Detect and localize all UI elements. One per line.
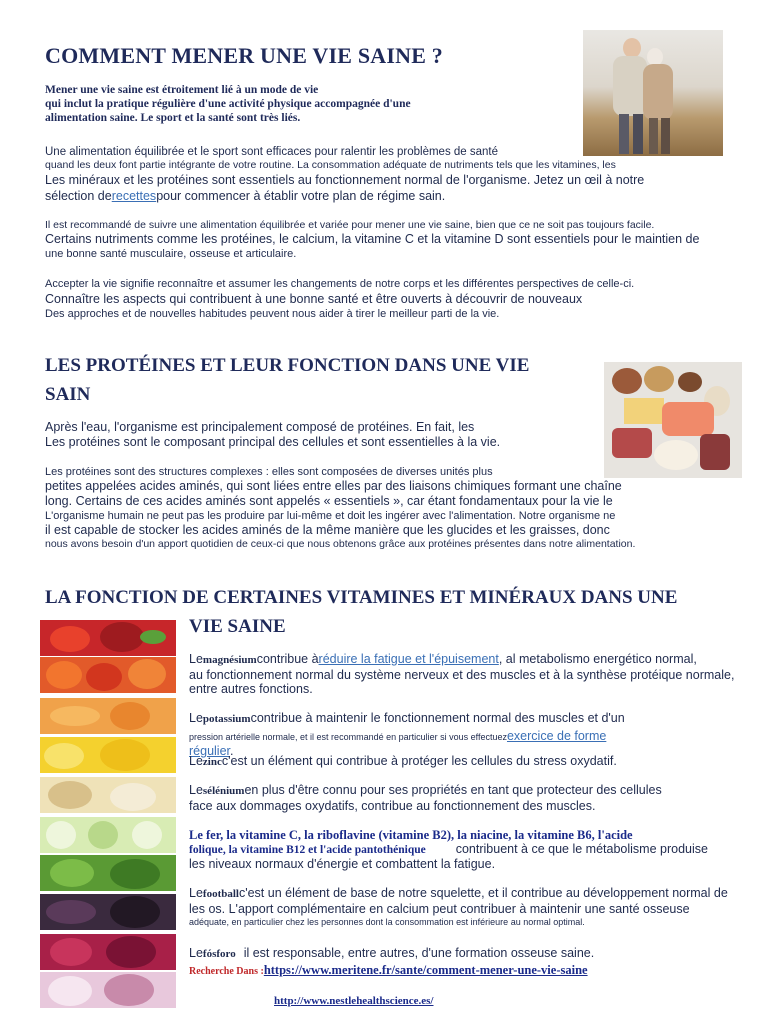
text-line: Il est recommandé de suivre une alimentation équilibrée et variée pour mener une vie saine, bien que ce ne soit pas toujours facile. [45, 219, 655, 231]
text-line: Le fer, la vitamine C, la riboflavine (vitamine B2), la niacine, la vitamine B6, l'acide [189, 828, 633, 842]
text-segment: Le [189, 754, 203, 768]
text-segment: Le [189, 783, 203, 797]
strip-greens [40, 855, 176, 891]
title-line: LES PROTÉINES ET LEUR FONCTION DANS UNE VIE [45, 355, 530, 376]
strip-carrots [40, 698, 176, 734]
nutrient-name: sélénium [202, 785, 245, 797]
title-line: SAIN [45, 384, 91, 405]
text-line [189, 652, 734, 668]
section2-title [45, 351, 529, 409]
text-line [189, 886, 728, 902]
meritene-source-link[interactable]: https://www.meritene.fr/sante/comment-mener-une-vie-saine [263, 963, 588, 977]
text-segment: sélection de [45, 189, 112, 203]
text-segment: Le [189, 886, 203, 900]
section1-intro [45, 83, 411, 125]
nutrient-name: potassium [202, 713, 251, 725]
intro-line: Mener une vie saine est étroitement lié à un mode de vie [45, 84, 319, 96]
section1-paragraph-3 [45, 277, 634, 321]
intro-line: alimentation saine. Le sport et la santé sont très liés. [45, 112, 301, 124]
strip-tomatoes [40, 657, 176, 693]
text-segment: pression artérielle normale, et il est recommandé en particulier si vous effectuez [189, 732, 507, 742]
recipes-link[interactable]: recettes [111, 189, 157, 203]
text-segment: pour commencer à établir votre plan de régime sain. [156, 189, 446, 203]
text-segment: , al metabolismo energético normal, [498, 652, 697, 666]
text-segment: c'est un élément de base de notre squelette, et il contribue au développement normal de [238, 886, 728, 900]
magnesium-item [189, 652, 734, 697]
text-line: long. Certains de ces acides aminés sont appelés « essentiels », car étant fondamentaux pour la vie le [45, 494, 613, 508]
source-label: Recherche Dans : [189, 966, 264, 977]
text-line: Les protéines sont le composant principal des cellules et sont essentielles à la vie. [45, 435, 501, 449]
section2-paragraph-1 [45, 420, 500, 450]
strip-onions [40, 972, 176, 1008]
elderly-couple-photo [583, 30, 723, 156]
reduce-fatigue-link[interactable]: réduire la fatigue et l'épuisement [318, 652, 499, 666]
text-line: les os. L'apport complémentaire en calcium peut contribuer à maintenir une santé osseuse [189, 902, 690, 916]
text-line: entre autres fonctions. [189, 682, 313, 696]
text-segment: . [230, 744, 234, 758]
text-line [189, 946, 594, 962]
potassium-item [189, 711, 625, 758]
text-segment: il est responsable, entre autres, d'une formation osseuse saine. [243, 946, 595, 960]
text-line [189, 783, 662, 799]
text-line: face aux dommages oxydatifs, contribue au fonctionnement des muscles. [189, 799, 596, 813]
text-line: L'organisme humain ne peut pas les produire par lui-même et doit les ingérer avec l'alimentation. Notre organisme ne [45, 510, 616, 522]
strip-yellow-peppers [40, 737, 176, 773]
title-line: VIE SAINE [189, 616, 286, 637]
text-line: Les protéines sont des structures complexes : elles sont composées de diverses unités plus [45, 466, 493, 478]
nutrient-name: zinc [202, 756, 222, 768]
vitamins-item [189, 828, 708, 872]
selenium-item [189, 783, 662, 814]
intro-line: qui inclut la pratique régulière d'une activité physique accompagnée d'une [45, 98, 411, 110]
strip-beets [40, 934, 176, 970]
text-segment: c'est un élément qui contribue à protéger les cellules du stress oxydatif. [221, 754, 617, 768]
protein-foods-photo [604, 362, 742, 478]
text-line: Des approches et de nouvelles habitudes peuvent nous aider à tirer le meilleur parti de la vie. [45, 308, 500, 320]
nestle-source [274, 991, 433, 1009]
text-line [189, 842, 708, 857]
section1-paragraph-1 [45, 145, 644, 204]
text-segment: folique, la vitamine B12 et l'acide pantothénique [189, 844, 426, 856]
text-line: nous avons besoin d'un apport quotidien de ceux-ci que nous obtenons grâce aux protéines présentes dans notre alimentation. [45, 538, 636, 550]
text-line: Après l'eau, l'organisme est principalement composé de protéines. En fait, les [45, 420, 475, 434]
text-segment: en plus d'être connu pour ses propriétés en tant que protecteur des cellules [244, 783, 662, 797]
football-item [189, 886, 728, 928]
text-segment: Le [189, 711, 203, 725]
text-segment: contribue à [256, 652, 319, 666]
nestle-source-link[interactable]: http://www.nestlehealthscience.es/ [274, 995, 434, 1007]
section2-paragraph-2 [45, 465, 635, 551]
text-line [189, 727, 625, 745]
nutrient-name: fósforo [202, 948, 236, 960]
text-line: au fonctionnement normal du système nerveux et des muscles et à la synthèse protéique normale, [189, 667, 735, 682]
text-segment: Le [189, 652, 203, 666]
strip-potatoes [40, 777, 176, 813]
section1-paragraph-2 [45, 219, 699, 261]
fosforo-item [189, 946, 594, 962]
text-line [189, 754, 617, 770]
zinc-item [189, 754, 617, 770]
strip-eggplants [40, 894, 176, 930]
section1-title: COMMENT MENER UNE VIE SAINE ? [45, 43, 443, 68]
text-line [45, 188, 644, 204]
text-line [189, 961, 588, 979]
text-line: quand les deux font partie intégrante de votre routine. La consommation adéquate de nutriments tels que les vitamines, les [45, 159, 616, 171]
exercise-link[interactable]: exercice de forme [506, 729, 607, 743]
text-line: Connaître les aspects qui contribuent à une bonne santé et être ouverts à découvrir de nouveaux [45, 292, 583, 306]
text-segment: contribue à maintenir le fonctionnement normal des muscles et d'un [250, 711, 625, 725]
nutrient-name: magnésium [202, 654, 257, 666]
text-line: petites appelées acides aminés, qui sont liées entre elles par des liaisons chimiques formant une chaîne [45, 479, 622, 493]
text-segment: Le [189, 946, 203, 960]
nutrient-name: football [202, 888, 239, 900]
text-line [189, 711, 625, 727]
text-line: Certains nutriments comme les protéines, le calcium, la vitamine C et la vitamine D sont essentiels pour le maintien de [45, 232, 700, 246]
text-line: Accepter la vie signifie reconnaître et assumer les changements de notre corps et les différentes perspectives de celle-ci. [45, 278, 635, 290]
strip-red-peppers [40, 620, 176, 656]
sources [189, 961, 588, 979]
text-line: il est capable de stocker les acides aminés de la même manière que les glucides et les graisses, donc [45, 523, 610, 537]
text-line: Les minéraux et les protéines sont essentiels au fonctionnement normal de l'organisme. Jetez un œil à notre [45, 173, 645, 187]
title-line: LA FONCTION DE CERTAINES VITAMINES ET MINÉRAUX DANS UNE [45, 587, 678, 608]
text-segment: contribuent à ce que le métabolisme produise [455, 842, 708, 856]
text-line: les niveaux normaux d'énergie et combattent la fatigue. [189, 857, 496, 871]
text-line: Une alimentation équilibrée et le sport sont efficaces pour ralentir les problèmes de santé [45, 146, 499, 158]
strip-cucumbers [40, 817, 176, 853]
text-line: adéquate, en particulier chez les personnes dont la consommation est inférieure au normal optimal. [189, 917, 585, 927]
regular-exercise-link[interactable]: régulier [189, 744, 230, 758]
text-line: une bonne santé musculaire, osseuse et articulaire. [45, 248, 297, 260]
